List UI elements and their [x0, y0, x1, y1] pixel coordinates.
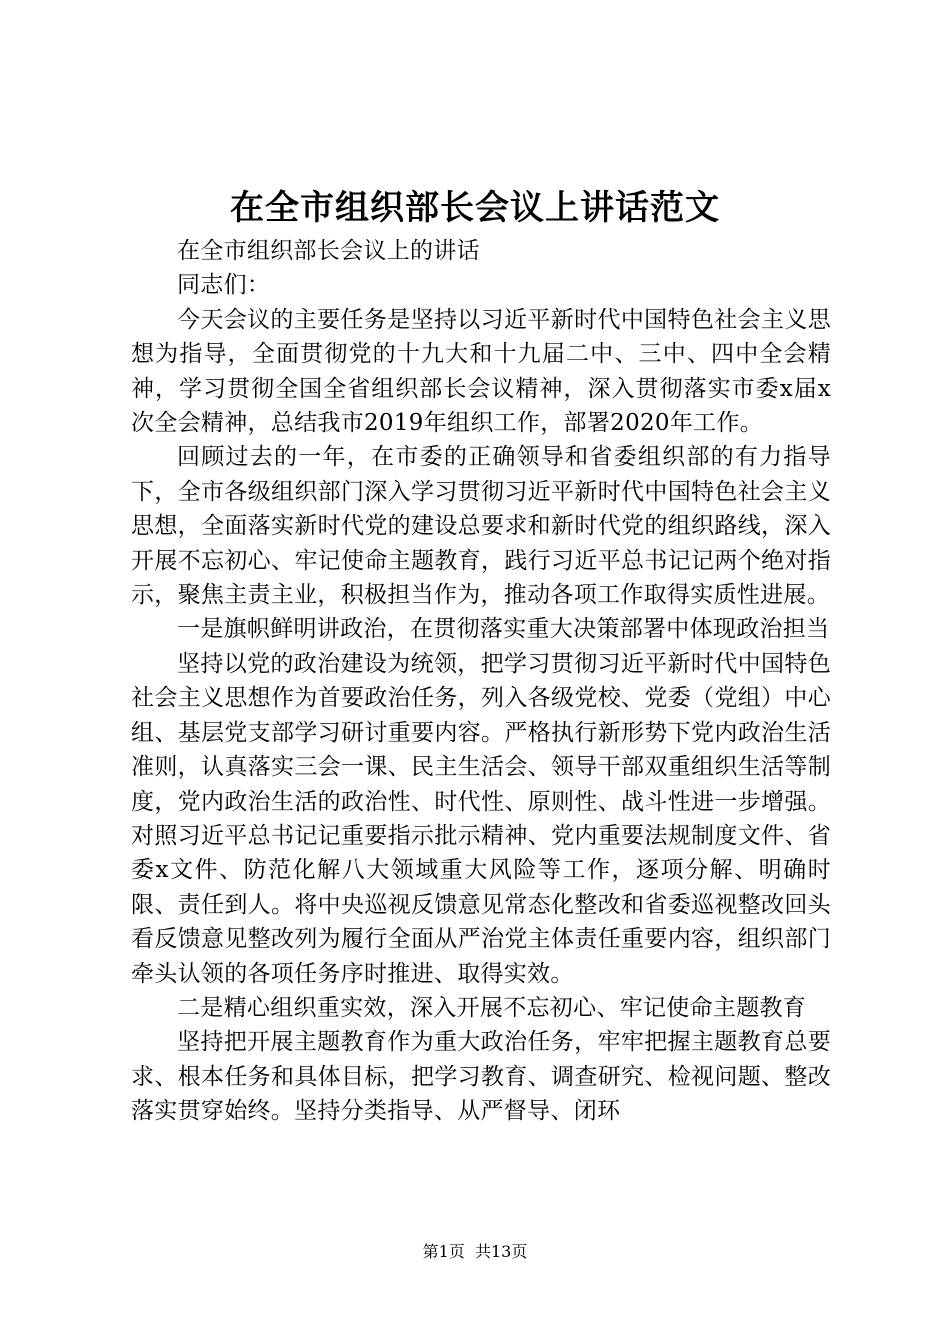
document-title: 在全市组织部长会议上讲话范文: [230, 188, 720, 228]
paragraph-review: 回顾过去的一年，在市委的正确领导和省委组织部的有力指导下，全市各级组织部门深入学习贯彻习近平新时代中国特色社会主义思想，全面落实新时代党的建设总要求和新时代党的组织路线，深入开展不忘初心、牢记使命主题教育，践行习近平总书记记两个绝对指示，聚焦主责主业，积极担当作为，推动各项工作取得实质性进展。: [131, 444, 831, 609]
page-number-label: 第1页 共13页: [422, 1242, 528, 1261]
paragraph-section-two-heading: 二是精心组织重实效，深入开展不忘初心、牢记使命主题教育: [177, 994, 807, 1021]
page-footer: [0, 1240, 950, 1264]
paragraph-section-one-heading: 一是旗帜鲜明讲政治，在贯彻落实重大决策部署中体现政治担当: [177, 616, 830, 643]
paragraph-section-two-body: 坚持把开展主题教育作为重大政治任务，牢牢把握主题教育总要求、根本任务和具体目标，把学习教育、调查研究、检视问题、整改落实贯穿始终。坚持分类指导、从严督导、闭环: [131, 1029, 831, 1125]
paragraph-heading-line: 在全市组织部长会议上的讲话: [177, 238, 480, 264]
paragraph-section-one-body: 坚持以党的政治建设为统领，把学习贯彻习近平新时代中国特色社会主义思想作为首要政治任务，列入各级党校、党委（党组）中心组、基层党支部学习研讨重要内容。严格执行新形势下党内政治生活准则，认真落实三会一课、民主生活会、领导干部双重组织生活等制度，党内政治生活的政治性、时代性、原则性、战斗性进一步增强。对照习近平总书记记重要指示批示精神、党内重要法规制度文件、省委x文件、防范化解八大领域重大风险等工作，逐项分解、明确时限、责任到人。将中央巡视反馈意见常态化整改和省委巡视整改回头看反馈意见整改列为履行全面从严治党主体责任重要内容，组织部门牵头认领的各项任务序时推进、取得实效。: [131, 650, 831, 987]
paragraph-salutation: 同志们：: [177, 272, 271, 299]
document-body: [131, 234, 831, 1129]
paragraph-meeting-tasks: 今天会议的主要任务是坚持以习近平新时代中国特色社会主义思想为指导，全面贯彻党的十九大和十九届二中、三中、四中全会精神，学习贯彻全国全省组织部长会议精神，深入贯彻落实市委x届x次全会精神，总结我市2019年组织工作，部署2020年工作。: [131, 306, 831, 437]
